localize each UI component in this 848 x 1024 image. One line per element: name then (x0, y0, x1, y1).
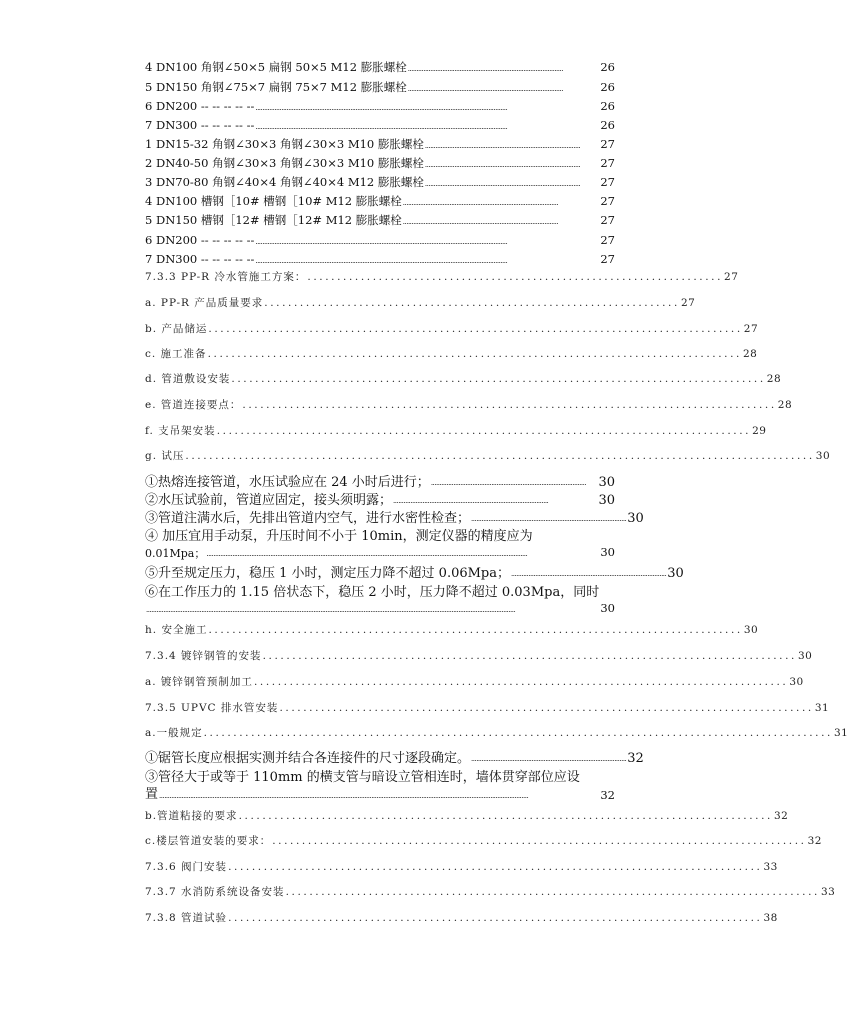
toc-page-number: 27 (743, 323, 759, 335)
toc-page-number: 31 (834, 727, 848, 739)
dot-leader: .......................................................................................................... (185, 450, 815, 462)
toc-page-number: 26 (600, 80, 615, 94)
toc-entry[interactable] (145, 810, 789, 822)
toc-entry[interactable] (145, 177, 615, 189)
dot-leader: .......................................................................................... (407, 64, 563, 73)
dot-leader: .......................................................................................... (424, 141, 581, 150)
dot-leader: .......................................................................................... (262, 650, 797, 662)
toc-entry-text: 4 DN100 槽钢［10# 槽钢［10# M12 膨胀螺栓 (145, 194, 402, 208)
toc-page-number: 30 (600, 601, 615, 615)
toc-page-number: 27 (600, 252, 615, 266)
toc-entry[interactable] (145, 511, 644, 526)
toc-entry-text: 6 DN200 -- -- -- -- -- (145, 233, 255, 247)
toc-page-number: 30 (743, 624, 759, 636)
toc-entry-text: ⑤升至规定压力，稳压 1 小时，测定压力降不超过 0.06Mpa； (145, 566, 510, 581)
dot-leader: ...................................................................................................................................................................................................................... (159, 792, 529, 800)
dot-leader: .......................................................................................... (279, 702, 814, 714)
toc-entry[interactable] (145, 425, 767, 437)
dot-leader: .......................................................................................... (231, 373, 766, 385)
dot-leader: .......................................................................................... (207, 348, 742, 360)
toc-page-number: 27 (600, 213, 615, 227)
toc-page-number: 32 (627, 751, 644, 766)
toc-entry-text: 1 DN15-32 角钢∠30×3 角钢∠30×3 M10 膨胀螺栓 (145, 137, 424, 151)
toc-page-number: 30 (627, 511, 644, 526)
toc-page-number: 28 (777, 399, 793, 411)
toc-page-number: 30 (598, 493, 615, 508)
toc-entry[interactable] (145, 835, 822, 847)
toc-entry-text: 7 DN300 -- -- -- -- -- (145, 118, 255, 132)
toc-entry[interactable] (145, 373, 782, 385)
dot-leader: .......................................................................................... (216, 425, 752, 437)
dot-leader: .......................................................................................... (511, 570, 667, 578)
dot-leader: .......................................................................................... (430, 479, 587, 487)
toc-entry-multiline[interactable] (145, 530, 615, 559)
toc-entry[interactable] (145, 297, 696, 309)
dot-leader: .......................................................................................................... (203, 727, 833, 739)
toc-entry-text: 7.3.6 阀门安装 (145, 861, 228, 873)
toc-entry[interactable] (145, 861, 778, 873)
toc-page-number: 27 (600, 194, 615, 208)
toc-entry[interactable] (145, 494, 615, 507)
dot-leader: .......................................................................................... (242, 399, 777, 411)
toc-entry-text: 7.3.5 UPVC 排水管安装 (145, 702, 279, 714)
toc-entry[interactable] (145, 82, 615, 94)
toc-page-number: 32 (807, 835, 822, 847)
toc-page-number: 38 (763, 912, 778, 924)
toc-entry-text: f. 支吊架安装 (145, 425, 216, 437)
dot-leader: .......................................................................................... (402, 198, 559, 207)
toc-entry[interactable] (145, 101, 615, 113)
dot-leader: .......................................................................................... (471, 755, 627, 763)
dot-leader: ...................................................................... (307, 271, 724, 283)
toc-entry[interactable] (145, 727, 848, 739)
toc-page-number: 26 (600, 60, 615, 74)
toc-entry[interactable] (145, 348, 758, 360)
toc-entry[interactable] (145, 624, 759, 636)
toc-entry-text: e. 管道连接要点： (145, 399, 242, 411)
toc-entry[interactable] (145, 158, 615, 170)
dot-leader: .......................................................................................... (228, 861, 763, 873)
toc-entry[interactable] (145, 215, 615, 227)
toc-entry[interactable] (145, 196, 615, 208)
toc-entry-text: 4 DN100 角钢∠50×5 扁钢 50×5 M12 膨胀螺栓 (145, 60, 407, 74)
dot-leader: ...................................................................................................................................................................................................................... (146, 605, 516, 614)
dot-leader: .......................................................................................... (393, 497, 549, 505)
toc-entry-text: a. PP-R 产品质量要求 (145, 297, 264, 309)
toc-page-number: 30 (815, 450, 831, 462)
toc-entry-text: ①锯管长度应根据实测并结合各连接件的尺寸逐段确定。 (145, 751, 471, 766)
toc-entry[interactable] (145, 120, 615, 132)
toc-entry-text: 7 DN300 -- -- -- -- -- (145, 252, 255, 266)
toc-entry-text: ①热熔连接管道，水压试验应在 24 小时后进行； (145, 475, 430, 490)
dot-leader: .................................................................................................................................................. (255, 237, 508, 246)
toc-entry[interactable] (145, 650, 813, 662)
toc-page-number: 27 (680, 297, 696, 309)
dot-leader: .......................................................................................... (253, 676, 789, 688)
toc-entry-text: h. 安全施工 (145, 624, 208, 636)
toc-page-number: 30 (667, 566, 684, 581)
toc-entry[interactable] (145, 450, 831, 462)
toc-page-number: 26 (600, 99, 615, 113)
dot-leader: .......................................................................................... (208, 624, 743, 636)
toc-entry[interactable] (145, 271, 739, 283)
toc-entry-text: 6 DN200 -- -- -- -- -- (145, 99, 255, 113)
toc-entry[interactable] (145, 254, 615, 266)
toc-entry-multiline[interactable] (145, 586, 615, 615)
toc-page-number: 33 (820, 886, 836, 898)
toc-page-number: 28 (766, 373, 782, 385)
toc-entry[interactable] (145, 751, 644, 766)
toc-entry-text: ⑥在工作压力的 1.15 倍状态下，稳压 2 小时，压力降不超过 0.03Mpa，同时 (145, 585, 600, 600)
dot-leader: .......................................................................................... (471, 515, 627, 523)
dot-leader: .......................................................................................... (407, 84, 563, 93)
toc-page-number: 31 (814, 702, 830, 714)
toc-entry-continuation: 置 (145, 787, 159, 802)
toc-page-number: 27 (724, 271, 739, 283)
toc-entry-text: 2 DN40-50 角钢∠30×3 角钢∠30×3 M10 膨胀螺栓 (145, 156, 424, 170)
toc-entry-text: c. 施工准备 (145, 348, 207, 360)
toc-page-number: 26 (600, 118, 615, 132)
dot-leader: .......................................................................................... (402, 217, 559, 226)
toc-entry-continuation: 0.01Mpa； (145, 546, 206, 560)
toc-entry-multiline[interactable] (145, 771, 615, 801)
toc-page-number: 30 (797, 650, 813, 662)
toc-page-number: 27 (600, 233, 615, 247)
dot-leader: .......................................................................................... (208, 323, 743, 335)
dot-leader: .................................................................................................................................................. (255, 103, 508, 112)
toc-entry-text: 3 DN70-80 角钢∠40×4 角钢∠40×4 M12 膨胀螺栓 (145, 175, 424, 189)
toc-entry-text: ③管道注满水后，先排出管道内空气，进行水密性检查； (145, 511, 471, 526)
toc-page-number: 27 (600, 137, 615, 151)
toc-entry-text: g. 试压 (145, 450, 185, 462)
toc-entry[interactable] (145, 62, 615, 74)
toc-page-number: 29 (752, 425, 767, 437)
toc-entry[interactable] (145, 399, 793, 411)
toc-entry-text: ②水压试验前，管道应固定，接头须明露； (145, 493, 393, 508)
dot-leader: ...................................................................... (264, 297, 680, 309)
toc-entry[interactable] (145, 702, 830, 714)
dot-leader: .................................................................................................................................................. (255, 122, 508, 131)
toc-entry[interactable] (145, 323, 759, 335)
toc-entry-text: b.管道粘接的要求 (145, 810, 238, 822)
toc-entry-text: c.楼层管道安装的要求： (145, 835, 272, 847)
dot-leader: .......................................................................................... (424, 160, 581, 169)
toc-entry[interactable] (145, 886, 836, 898)
toc-page-number: 28 (742, 348, 758, 360)
toc-entry-text: 5 DN150 槽钢［12# 槽钢［12# M12 膨胀螺栓 (145, 213, 402, 227)
dot-leader: .......................................................................................... (238, 810, 773, 822)
toc-page-number: 30 (598, 475, 615, 490)
toc-entry-text: a.一般规定 (145, 727, 203, 739)
dot-leader: .......................................................................................... (228, 912, 763, 924)
dot-leader: .................................................................................................................................................. (255, 256, 508, 265)
toc-page-number: 30 (600, 545, 615, 559)
toc-entry-text: 7.3.3 PP-R 冷水管施工方案： (145, 271, 307, 283)
toc-page-number: 32 (600, 787, 615, 802)
toc-entry[interactable] (145, 235, 615, 247)
dot-leader: .......................................................................................... (272, 835, 807, 847)
dot-leader: .......................................................................................... (424, 179, 581, 188)
toc-entry-text: ③管径大于或等于 110mm 的横支管与暗设立管相连时，墙体贯穿部位应设 (145, 770, 580, 785)
toc-entry-text: 7.3.7 水消防系统设备安装 (145, 886, 285, 898)
toc-entry[interactable] (145, 476, 615, 489)
toc-entry-text: b. 产品储运 (145, 323, 208, 335)
dot-leader: .......................................................................................... (285, 886, 820, 898)
toc-page-number: 27 (600, 156, 615, 170)
toc-entry[interactable] (145, 676, 804, 688)
toc-entry-text: 7.3.4 镀锌钢管的安装 (145, 650, 262, 662)
toc-page-number: 33 (763, 861, 778, 873)
toc-entry-text: a. 镀锌钢管预制加工 (145, 676, 253, 688)
toc-entry-text: 5 DN150 角钢∠75×7 扁钢 75×7 M12 膨胀螺栓 (145, 80, 407, 94)
toc-page-number: 27 (600, 175, 615, 189)
toc-page-number: 30 (789, 676, 804, 688)
toc-entry[interactable] (145, 566, 684, 581)
toc-entry-text: 7.3.8 管道试验 (145, 912, 228, 924)
toc-entry[interactable] (145, 139, 615, 151)
dot-leader: .......................................................................................................................................................................................... (206, 549, 528, 558)
toc-entry-text: d. 管道敷设安装 (145, 373, 231, 385)
toc-page-number: 32 (773, 810, 789, 822)
toc-entry[interactable] (145, 912, 778, 924)
toc-entry-text: ④ 加压宜用手动泵，升压时间不小于 10min，测定仪器的精度应为 (145, 529, 533, 544)
